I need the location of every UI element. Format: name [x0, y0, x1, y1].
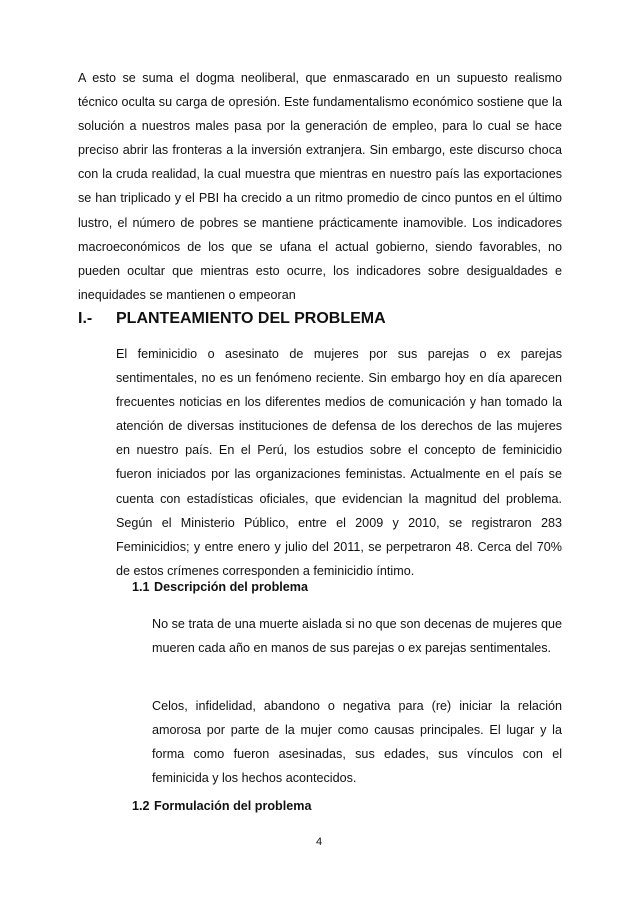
subsection-heading-1-1 [132, 580, 308, 594]
page-number: 4 [315, 836, 323, 848]
subsection-title: Descripción del problema [154, 580, 308, 594]
section-heading [78, 310, 562, 336]
intro-paragraph: A esto se suma el dogma neoliberal, que enmascarado en un supuesto realismo técnico oculta su carga de opresión. Este fundamentalismo económico sostiene que la solución a nuestros males pasa por la generación de empleo, para lo cual se hace preciso abrir las fronteras a la inversión extranjera. Sin embargo, este discurso choca con la cruda realidad, la cual muestra que mientras en nuestro país las exportaciones se han triplicado y el PBI ha crecido a un ritmo promedio de cinco puntos en el último lustro, el número de pobres se mantiene prácticamente inamovible. Los indicadores macroeconómicos de los que se ufana el actual gobierno, siendo favorables, no pueden ocultar que mientras esto ocurre, los indicadores sobre desigualdades e inequidades se mantienen o empeoran [78, 71, 562, 302]
subsection-paragraph: No se trata de una muerte aislada si no que son decenas de mujeres que mueren cada año en manos de sus parejas o ex parejas sentimentales. [152, 617, 562, 656]
section-number: I.- [78, 310, 93, 327]
subsection-title: Formulación del problema [154, 799, 312, 813]
subsection-paragraph: Celos, infidelidad, abandono o negativa para (re) iniciar la relación amorosa por parte de la mujer como causas principales. El lugar y la forma como fueron asesinadas, sus edades, sus vínculos con el feminicida y los hechos acontecidos. [152, 699, 562, 786]
subsection-number: 1.2 [132, 799, 150, 813]
section-title: PLANTEAMIENTO DEL PROBLEMA [116, 310, 386, 327]
subsection-number: 1.1 [132, 580, 150, 594]
section-paragraph: El feminicidio o asesinato de mujeres por sus parejas o ex parejas sentimentales, no es un fenómeno reciente. Sin embargo hoy en día aparecen frecuentes noticias en los diferentes medios de comunicación y han tomado la atención de diversas instituciones de defensa de los derechos de las mujeres en nuestro país. En el Perú, los estudios sobre el concepto de feminicidio fueron iniciados por las organizaciones feministas. Actualmente en el país se cuenta con estadísticas oficiales, que evidencian la magnitud del problema. Según el Ministerio Público, entre el 2009 y 2010, se registraron 283 Feminicidios; y entre enero y julio del 2011, se perpetraron 48. Cerca del 70% de estos crímenes corresponden a feminicidio íntimo. [116, 347, 562, 578]
subsection-heading-1-2 [132, 799, 311, 813]
